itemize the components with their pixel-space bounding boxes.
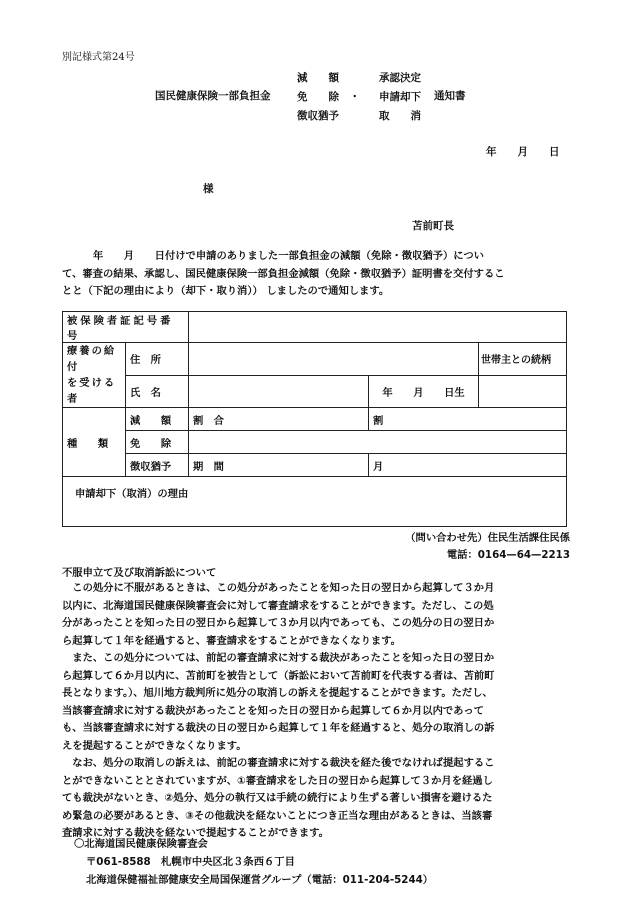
form-number: 別記様式第24号 <box>62 52 135 63</box>
ratio-label: 割 合 <box>189 408 369 431</box>
appeal-line: とができないこととされていますが、①審査請求をした日の翌日から起算して３か月を経過し <box>62 774 493 787</box>
addressee-suffix: 様 <box>203 183 214 195</box>
issue-date: 年 月 日 <box>486 146 560 158</box>
insured-number-field[interactable] <box>189 312 567 343</box>
title-option-exemption: 免 除 ・ <box>297 91 360 103</box>
appeal-body <box>62 580 570 843</box>
council-name: 〇北海道国民健康保険審査会 <box>74 838 208 850</box>
title-prefix: 国民健康保険一部負担金 <box>155 90 271 102</box>
appeal-line: えを提起することができなくなります。 <box>62 739 247 752</box>
name-field[interactable] <box>189 375 369 408</box>
appeal-line: 以内に、北海道国民健康保険審査会に対して審査請求をすることができます。ただし、この処 <box>62 599 494 612</box>
intro-line: て、審査の結果、承認し、国民健康保険一部負担金減額（免除・徴収猶予）証明書を交付するこ <box>62 267 505 280</box>
title-option-cancel: 取 消 <box>379 110 421 122</box>
recipient-label <box>63 343 126 408</box>
type-label: 種 類 <box>63 408 126 477</box>
title-option-deferral: 徴収猶予 <box>297 110 339 122</box>
appeal-line: 長となります。）、旭川地方裁判所に処分の取消しの訴えを提起することができます。ただし、 <box>62 687 493 699</box>
appeal-line: 分があったことを知った日の翌日から起算して３か月以内であっても、この処分の日の翌日か <box>62 617 495 629</box>
issuer: 苫前町長 <box>412 220 454 232</box>
appeal-line: また、この処分については、前記の審査請求に対する裁決があったことを知った日の翌日か <box>62 652 495 664</box>
title-options-1 <box>297 69 360 126</box>
appeal-line: も、当該審査請求に対する裁決の日の翌日から起算して１年を経過すると、処分の取消しの訴 <box>62 722 495 734</box>
appeal-line: なお、処分の取消しの訴えは、前記の審査請求に対する裁決を経た後でなければ提起するこ <box>62 757 495 769</box>
appeal-line: 査請求に対する裁決を経ないで提起することができます。 <box>62 827 329 839</box>
title-suffix: 通知書 <box>434 90 466 102</box>
ratio-unit: 割 <box>369 408 567 431</box>
period-unit: 月 <box>369 454 567 477</box>
relation-field[interactable] <box>479 375 567 408</box>
council-address: 〒061-8588 札幌市中央区北３条西６丁目 <box>86 856 295 868</box>
deferral-label: 徴収猶予 <box>126 454 189 477</box>
intro-line: とと（下記の理由により（却下・取り消）） しましたので通知します。 <box>62 285 390 297</box>
recipient-label-line: を受ける者 <box>67 377 117 405</box>
contact-info: （問い合わせ先）住民生活課住民係 <box>405 532 570 544</box>
address-field[interactable] <box>189 343 479 376</box>
council-dept: 北海道保健福祉部健康安全局国保運営グループ（電話：011-204-5244） <box>86 874 434 886</box>
title-option-reject: 申請却下 <box>379 91 421 103</box>
appeal-heading: 不服申立て及び取消訴訟について <box>62 567 217 579</box>
exemption-field[interactable] <box>189 431 567 454</box>
insured-number-label: 被保険者証記号番号 <box>63 312 189 343</box>
title-option-reduction: 減 額 <box>297 72 339 84</box>
appeal-line: め緊急の必要があるとき、③その他裁決を経ないことにつき正当な理由があるときは、当該審 <box>62 809 493 822</box>
notice-table <box>62 311 567 527</box>
address-label-text: 住 所 <box>130 354 161 367</box>
contact-phone: 電話：0164—64—2213 <box>446 549 570 561</box>
appeal-line: ら起算して６か月以内に、苫前町を被告として（訴訟において苫前町を代表する者は、苫前町 <box>62 669 495 682</box>
title-options-2 <box>379 69 421 126</box>
recipient-label-line: 療養の給付 <box>67 345 117 373</box>
intro-paragraph <box>62 248 570 301</box>
title-option-approve: 承認決定 <box>379 72 421 84</box>
reason-label: 申請却下（取消）の理由 <box>75 488 189 500</box>
appeal-line: この処分に不服があるときは、この処分があったことを知った日の翌日から起算して３か月 <box>62 582 495 594</box>
appeal-line: ても裁決がないとき、②処分、処分の執行又は手続の続行により生ずる著しい損害を避けるた <box>62 792 493 804</box>
appeal-line: ら起算して１年を経過すると、審査請求をすることができなくなります。 <box>62 634 401 647</box>
period-label: 期 間 <box>189 454 369 477</box>
address-label <box>126 343 189 376</box>
relation-label: 世帯主との続柄 <box>479 343 567 376</box>
birth-date: 年 月 日生 <box>369 375 479 408</box>
reduction-label: 減 額 <box>126 408 189 431</box>
intro-line: 年 月 日付けで申請のありました一部負担金の減額（免除・徴収猶予）につい <box>62 250 484 262</box>
appeal-line: 当該審査請求に対する裁決があったことを知った日の翌日から起算して６か月以内であって <box>62 704 484 717</box>
exemption-label: 免 除 <box>126 431 189 454</box>
reason-box[interactable] <box>63 477 567 527</box>
name-label: 氏 名 <box>126 375 189 408</box>
